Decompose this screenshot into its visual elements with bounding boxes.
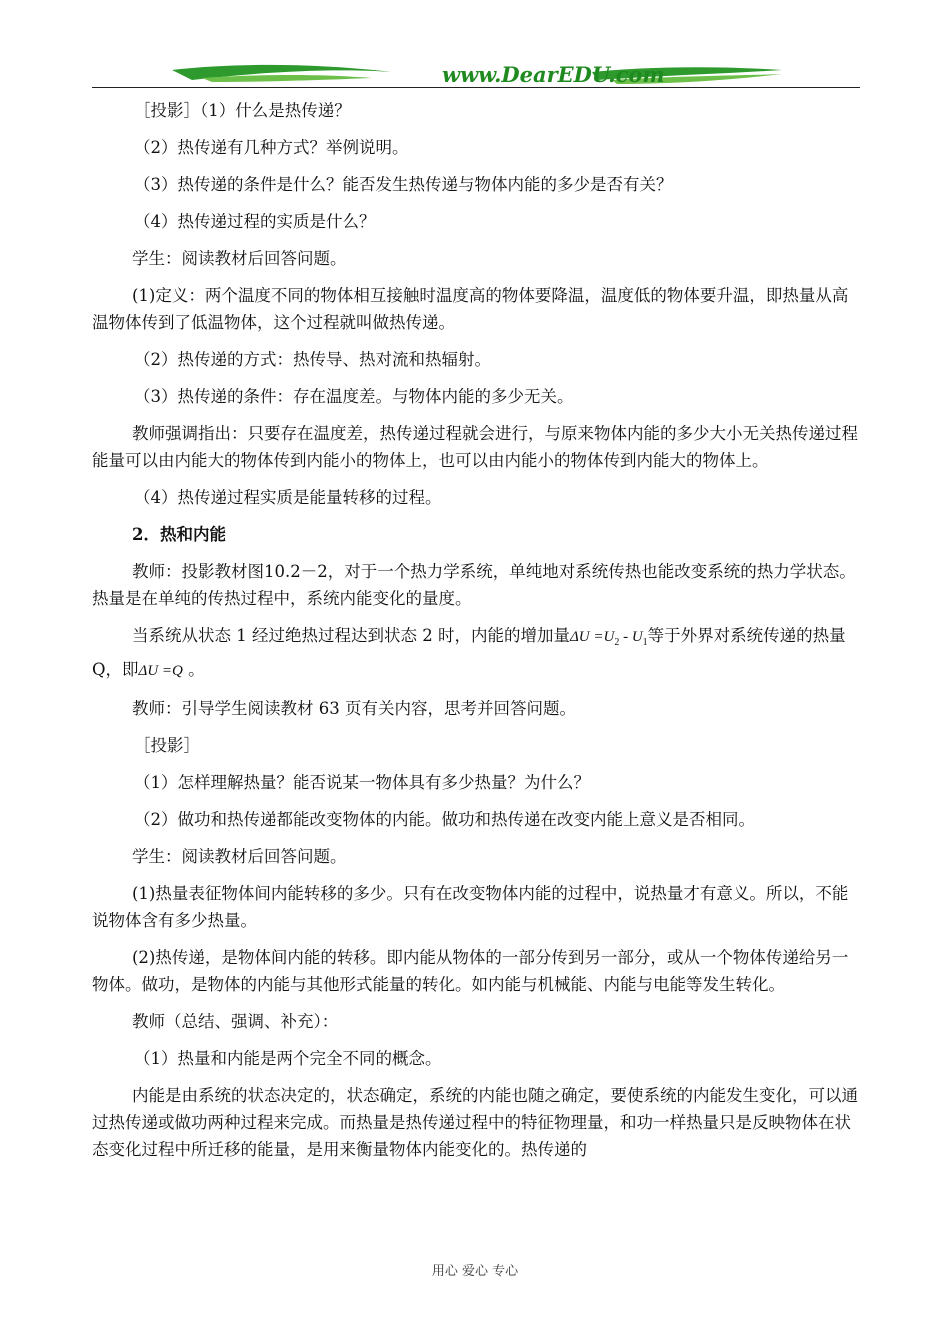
paragraph: (1)定义：两个温度不同的物体相互接触时温度高的物体要降温，温度低的物体要升温，即热量从高温物体传到了低温物体，这个过程就叫做热传递。 [92, 286, 849, 332]
paragraph: （2）做功和热传递都能改变物体的内能。做功和热传递在改变内能上意义是否相同。 [134, 810, 755, 829]
document-body [92, 97, 860, 1173]
text-run: 。 [182, 660, 205, 679]
formula-subscript: 1 [642, 637, 648, 648]
paragraph: (1)热量表征物体间内能转移的多少。只有在改变物体内能的过程中，说热量才有意义。所以，不能说物体含有多少热量。 [92, 884, 849, 930]
paragraph: 教师：投影教材图10.2－2，对于一个热力学系统，单纯地对系统传热也能改变系统的热力学状态。热量是在单纯的传热过程中，系统内能变化的量度。 [92, 562, 856, 608]
paragraph: 内能是由系统的状态决定的，状态确定，系统的内能也随之确定，要使系统的内能发生变化，可以通过热传递或做功两种过程来完成。而热量是热传递过程中的特征物理量，和功一样热量只是反映物体在状态变化过程中所迁移的能量，是用来衡量物体内能变化的。热传递的 [92, 1086, 858, 1159]
paragraph: 学生：阅读教材后回答问题。 [132, 249, 347, 268]
formula-subscript: 2 [614, 637, 620, 648]
paragraph: (2)热传递，是物体间内能的转移。即内能从物体的一部分传到另一部分，或从一个物体传递给另一物体。做功，是物体的内能与其他形式能量的转化。如内能与机械能、内能与电能等发生转化。 [92, 948, 849, 994]
paragraph: （3）热传递的条件是什么？能否发生热传递与物体内能的多少是否有关？ [134, 175, 673, 194]
paragraph: ［投影］（1）什么是热传递？ [134, 101, 351, 120]
paragraph: （2）热传递有几种方式？举例说明。 [134, 138, 409, 157]
section-heading: 2．热和内能 [132, 525, 226, 544]
paragraph: 学生：阅读教材后回答问题。 [132, 847, 347, 866]
formula-part: - U [619, 629, 643, 645]
site-logo-text[interactable]: www.DearEDU.com [442, 62, 665, 87]
paragraph: 教师强调指出：只要存在温度差，热传递过程就会进行，与原来物体内能的多少大小无关热传递过程能量可以由内能大的物体传到内能小的物体上，也可以由内能小的物体传到内能大的物体上。 [92, 424, 858, 470]
paragraph: 教师（总结、强调、补充）： [132, 1012, 339, 1031]
paragraph: （1）热量和内能是两个完全不同的概念。 [134, 1049, 442, 1068]
paragraph-with-formula [92, 622, 860, 685]
header-rule [92, 87, 860, 88]
paragraph: （2）热传递的方式：热传导、热对流和热辐射。 [134, 350, 491, 369]
paragraph: （4）热传递过程实质是能量转移的过程。 [134, 488, 442, 507]
formula-delta-u [569, 629, 648, 648]
page-footer: 用心 爱心 专心 [431, 1264, 519, 1279]
paragraph: ［投影］ [134, 736, 200, 755]
formula-part: ΔU =U [569, 629, 615, 645]
text-run: 等于外界对系统传递的热量 Q，即 [92, 626, 846, 679]
paragraph: （3）热传递的条件：存在温度差。与物体内能的多少无关。 [134, 387, 574, 406]
paragraph: 教师：引导学生阅读教材 63 页有关内容，思考并回答问题。 [132, 699, 576, 718]
text-run: 当系统从状态 1 经过绝热过程达到状态 2 时，内能的增加量 [132, 626, 570, 645]
paragraph: （4）热传递过程的实质是什么？ [134, 212, 376, 231]
formula-delta-u-q: ΔU =Q [138, 663, 183, 679]
paragraph: （1）怎样理解热量？能否说某一物体具有多少热量？为什么？ [134, 773, 590, 792]
